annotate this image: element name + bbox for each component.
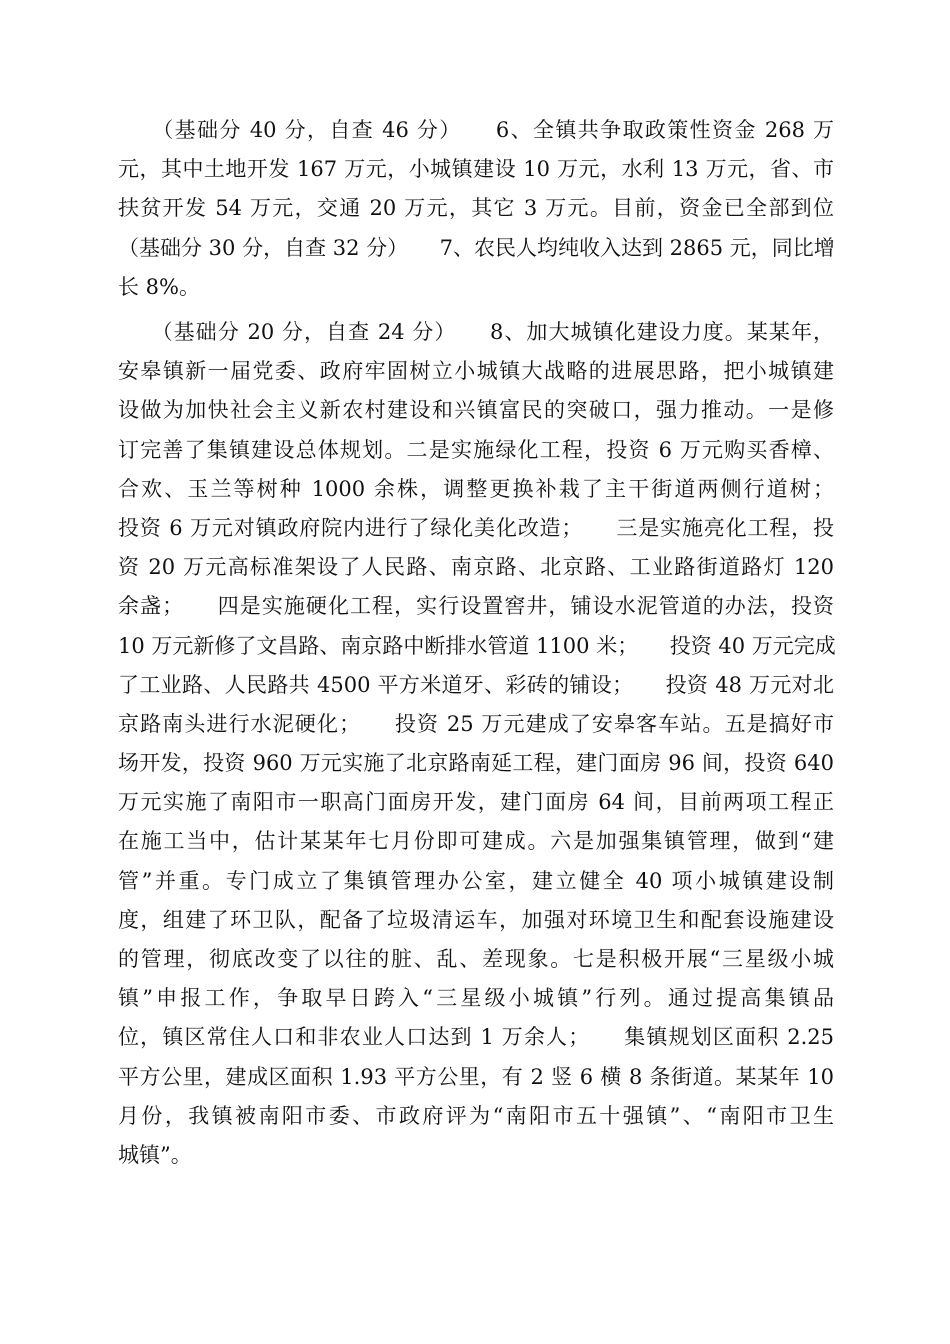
text-line: 管”并重。专门成立了集镇管理办公室，建立健全 40 项小城镇建设制 [118,868,834,893]
paragraph [118,313,834,1175]
text-line: 城镇”。 [118,1142,192,1167]
text-line: 设做为加快社会主义新农村建设和兴镇富民的突破口，强力推动。一是修 [118,398,834,423]
text-line: 长 8%。 [118,274,200,299]
text-line: 在施工当中，估计某某年七月份即可建成。六是加强集镇管理，做到“建 [118,829,834,854]
text-line: （基础分 20 分，自查 24 分） 8、加大城镇化建设力度。某某年， [118,320,834,344]
text-line: 平方公里，建成区面积 1.93 平方公里，有 2 竖 6 横 8 条街道。某某年 10 [118,1064,834,1089]
text-line: 月份，我镇被南阳市委、市政府评为“南阳市五十强镇”、“南阳市卫生 [118,1103,834,1128]
text-line: 京路南头进行水泥硬化； 投资 25 万元建成了安皋客车站。五是搞好市 [118,711,834,736]
text-line: 合欢、玉兰等树种 1000 余株，调整更换补栽了主干街道两侧行道树； [118,476,834,501]
paragraph [118,111,834,307]
text-line: 镇”申报工作，争取早日跨入“三星级小城镇”行列。通过提高集镇品 [118,986,834,1011]
text-line: 万元实施了南阳市一职高门面房开发，建门面房 64 间，目前两项工程正 [118,790,834,815]
text-line: 投资 6 万元对镇政府院内进行了绿化美化改造； 三是实施亮化工程，投 [118,515,834,540]
text-line: 余盏； 四是实施硬化工程，实行设置窖井，铺设水泥管道的办法，投资 [118,594,834,619]
text-line: 10 万元新修了文昌路、南京路中断排水管道 1100 米； 投资 40 万元完成 [118,633,836,658]
text-line: 资 20 万元高标准架设了人民路、南京路、北京路、工业路街道路灯 120 [118,555,834,580]
text-line: （基础分 30 分，自查 32 分） 7、农民人均纯收入达到 2865 元，同比增 [118,235,835,260]
text-line: 安皋镇新一届党委、政府牢固树立小城镇大战略的进展思路，把小城镇建 [118,359,834,384]
text-line: 位，镇区常住人口和非农业人口达到 1 万余人； 集镇规划区面积 2.25 [118,1025,834,1050]
text-line: 订完善了集镇建设总体规划。二是实施绿化工程，投资 6 万元购买香樟、 [118,437,834,462]
text-line: 场开发，投资 960 万元实施了北京路南延工程，建门面房 96 间，投资 640 [118,751,834,776]
text-line: 了工业路、人民路共 4500 平方米道牙、彩砖的铺设； 投资 48 万元对北 [118,672,834,697]
text-line: （基础分 40 分，自查 46 分） 6、全镇共争取政策性资金 268 万 [118,118,834,142]
text-line: 扶贫开发 54 万元，交通 20 万元，其它 3 万元。目前，资金已全部到位 [118,196,834,221]
text-line: 的管理，彻底改变了以往的脏、乱、差现象。七是积极开展“三星级小城 [118,947,834,971]
text-line: 度，组建了环卫队，配备了垃圾清运车，加强对环境卫生和配套设施建设 [118,907,834,932]
text-line: 元，其中土地开发 167 万元，小城镇建设 10 万元，水利 13 万元，省、市 [118,157,834,182]
